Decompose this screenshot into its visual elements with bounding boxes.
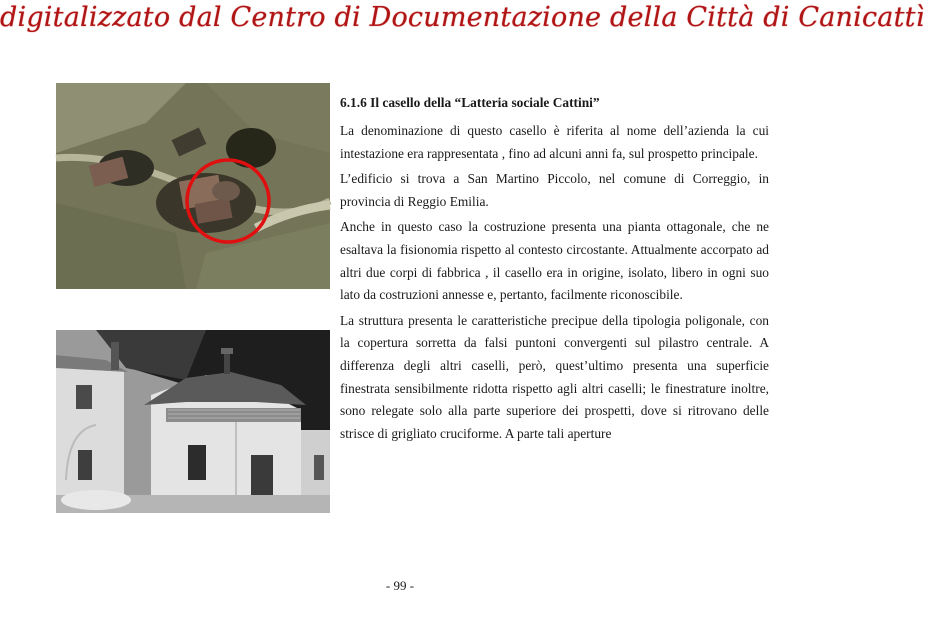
section-title: 6.1.6 Il casello della “Latteria sociale Cattini” [340,95,600,110]
page-number: - 99 - [385,578,415,593]
aerial-photo-image [56,83,330,289]
paragraph-1: La denominazione di questo casello è riferita al nome dell’azienda la cui intestazione era rappresentata , fino ad alcuni anni fa, sul prospetto principale. [340,123,769,161]
header-banner: digitalizzato dal Centro di Documentazione della Città di Canicattì [0,2,925,33]
building-photo-image [56,330,330,513]
paragraph-2: L’edificio si trova a San Martino Piccolo, nel comune di Correggio, in provincia di Reggio Emilia. [340,171,769,209]
aerial-photo [56,83,330,289]
article-text [340,93,769,448]
building-photo [56,330,330,513]
paragraph-4: La struttura presenta le caratteristiche precipue della tipologia poligonale, con la copertura sorretta da falsi puntoni convergenti sul pilastro centrale. A differenza degli altri caselli, però, quest’ultimo presenta una superficie finestrata sensibilmente ridotta rispetto agli altri caselli; le finestrature inoltre, sono relegate solo alla parte superiore dei prospetti, dove si ritrovano delle strisce di grigliato cruciforme. A parte tali aperture [340,312,769,441]
paragraph-3: Anche in questo caso la costruzione presenta una pianta ottagonale, che ne esaltava la fisionomia rispetto al contesto circostante. Attualmente accorpato ad altri due corpi di fabbrica , il casello era in origine, isolato, libero in ogni suo lato da costruzioni annesse e, pertanto, facilmente riconoscibile. [340,219,769,303]
